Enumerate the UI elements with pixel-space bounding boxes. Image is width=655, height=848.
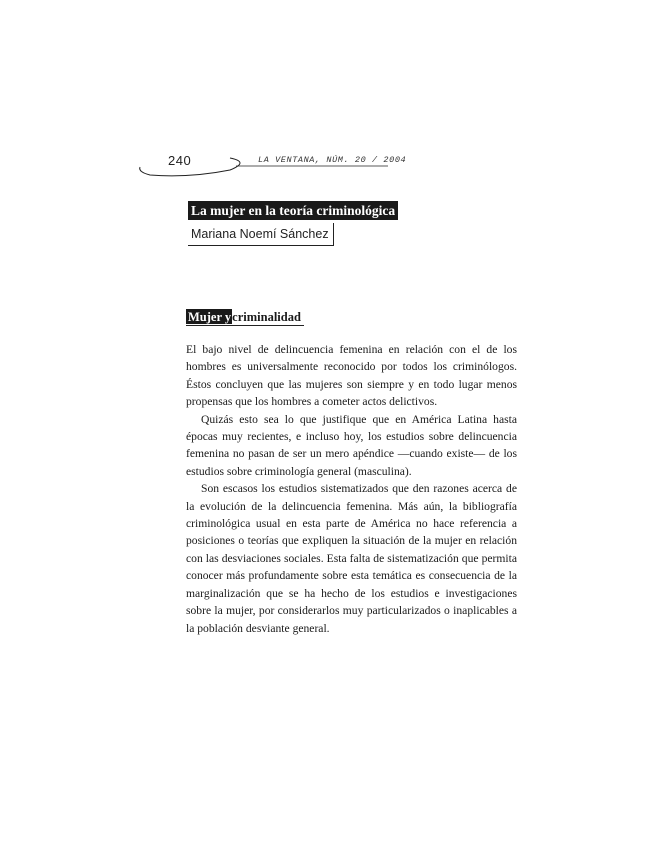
section-heading <box>186 309 304 326</box>
paragraph: El bajo nivel de delincuencia femenina en relación con el de los hombres es universalmente reconocido por todos los criminólogos. Éstos concluyen que las mujeres son siempre y en todo lugar menos propensas que los hombres a cometer actos delictivos. <box>186 343 517 409</box>
page-number: 240 <box>168 153 192 168</box>
article-author: Mariana Noemí Sánchez <box>188 223 334 246</box>
running-header-journal: LA VENTANA, NÚM. 20 / 2004 <box>258 155 407 165</box>
section-heading-dark-part: Mujer y <box>188 310 232 324</box>
body-text <box>186 341 517 637</box>
paragraph: Son escasos los estudios sistematizados que den razones acerca de la evolución de la delincuencia femenina. Más aún, la bibliografía criminológica usual en esta parte de América no hace referencia a posiciones o teorías que expliquen la situación de la mujer en relación con las desviaciones sociales. Esta falta de sistematización que permita conocer más profundamente sobre esta temática es consecuencia de la marginalización que se ha hecho de los estudios e investigaciones sobre la mujer, por considerarlos muy particularizados o inaplicables a la población desviante general. <box>186 482 517 635</box>
header-ornament <box>0 0 655 200</box>
paragraph: Quizás esto sea lo que justifique que en América Latina hasta épocas muy recientes, e incluso hoy, los estudios sobre delincuencia femenina no pasan de ser un mero apéndice —cuando existe— de los estudios sobre criminología general (masculina). <box>186 412 517 478</box>
section-heading-light-part: criminalidad <box>232 310 301 324</box>
article-title: La mujer en la teoría criminológica <box>188 201 398 220</box>
